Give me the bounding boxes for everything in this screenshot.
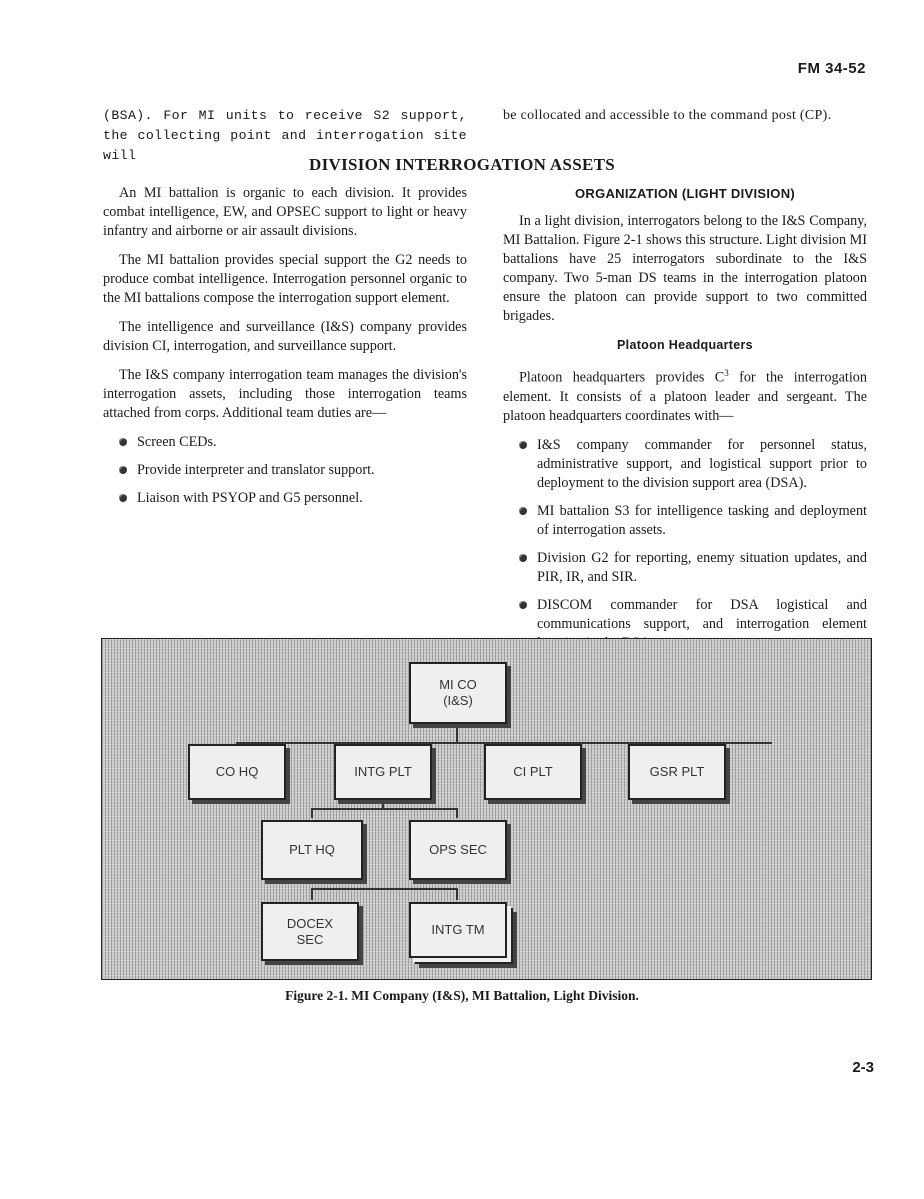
list-item: Division G2 for reporting, enemy situation updates, and PIR, IR, and SIR. <box>503 549 867 587</box>
organization-subheading: ORGANIZATION (LIGHT DIVISION) <box>574 186 796 201</box>
team-duties-list <box>103 433 467 508</box>
connector-line <box>456 888 458 900</box>
connector-line <box>311 808 458 810</box>
bullet-icon <box>119 466 127 474</box>
top-right-paragraph: be collocated and accessible to the command post (CP). <box>503 108 832 123</box>
bullet-icon <box>519 554 527 562</box>
list-item: I&S company commander for personnel status, administrative support, and logistical support prior to deployment to the division support area (DSA). <box>503 436 867 493</box>
list-item: DISCOM commander for DSA logistical and communications support, and interrogation element <box>503 596 867 653</box>
list-item: Liaison with PSYOP and G5 personnel. <box>103 489 467 508</box>
co-hq-box: CO HQ <box>188 744 286 800</box>
left-paragraph: The intelligence and surveillance (I&S) company provides division CI, interrogation, and surveillance support. <box>103 319 467 354</box>
list-item: Screen CEDs. <box>103 433 467 452</box>
plt-hq-box: PLT HQ <box>261 820 363 880</box>
document-id: FM 34-52 <box>797 60 866 77</box>
left-column <box>103 184 467 518</box>
coordination-list <box>503 436 867 653</box>
connector-line <box>311 888 458 890</box>
bullet-icon <box>519 507 527 515</box>
ops-sec-box: OPS SEC <box>409 820 507 880</box>
docex-sec-box: DOCEX SEC <box>261 902 359 961</box>
connector-line <box>456 808 458 818</box>
bullet-icon <box>119 494 127 502</box>
mi-co-box: MI CO (I&S) <box>409 662 507 724</box>
organization-paragraph: In a light division, interrogators belong to the I&S Company, MI Battalion. Figure 2-1 shows this structure. Light division MI battalions have 25 interrogators subordinate to the I&S company. Two 5-man DS teams in the interrogation platoon ensure the platoon can provide support to two committed brigades. <box>503 213 867 324</box>
connector-line <box>456 727 458 743</box>
bullet-icon <box>119 438 127 446</box>
top-right-text <box>503 106 867 136</box>
left-paragraph: An MI battalion is organic to each division. It provides combat intelligence, EW, and OPSEC support to light or heavy infantry and airborne or air assault divisions. <box>103 185 467 239</box>
gsr-plt-box: GSR PLT <box>628 744 726 800</box>
connector-line <box>311 808 313 818</box>
left-paragraph: The I&S company interrogation team manages the division's interrogation assets, including those interrogation teams attached from corps. Additional team duties are— <box>103 367 467 421</box>
connector-line <box>311 888 313 900</box>
top-left-paragraph: (BSA). For MI units to receive S2 support, the collecting point and interrogation site will <box>103 108 467 163</box>
list-item: Provide interpreter and translator support. <box>103 461 467 480</box>
ci-plt-box: CI PLT <box>484 744 582 800</box>
page-number: 2-3 <box>852 1059 874 1076</box>
intg-tm-box: INTG TM <box>409 902 507 958</box>
left-paragraph: The MI battalion provides special support the G2 needs to produce combat intelligence. Interrogation personnel organic to the MI battalions compose the interrogation support element. <box>103 252 467 306</box>
bullet-icon <box>519 601 527 609</box>
platoon-hq-subheading: Platoon Headquarters <box>617 338 753 352</box>
bullet-icon <box>519 441 527 449</box>
figure-caption: Figure 2-1. MI Company (I&S), MI Battalion, Light Division. <box>285 988 639 1003</box>
list-item: MI battalion S3 for intelligence tasking and deployment of interrogation assets. <box>503 502 867 540</box>
section-title: DIVISION INTERROGATION ASSETS <box>309 155 615 174</box>
org-chart-figure <box>101 638 872 980</box>
right-column <box>503 184 867 663</box>
intg-plt-box: INTG PLT <box>334 744 432 800</box>
platoon-hq-paragraph: Platoon headquarters provides $C^3$ for the interrogation element. It consists of a platoon leader and sergeant. The platoon headquarters coordinates with— <box>503 368 867 424</box>
